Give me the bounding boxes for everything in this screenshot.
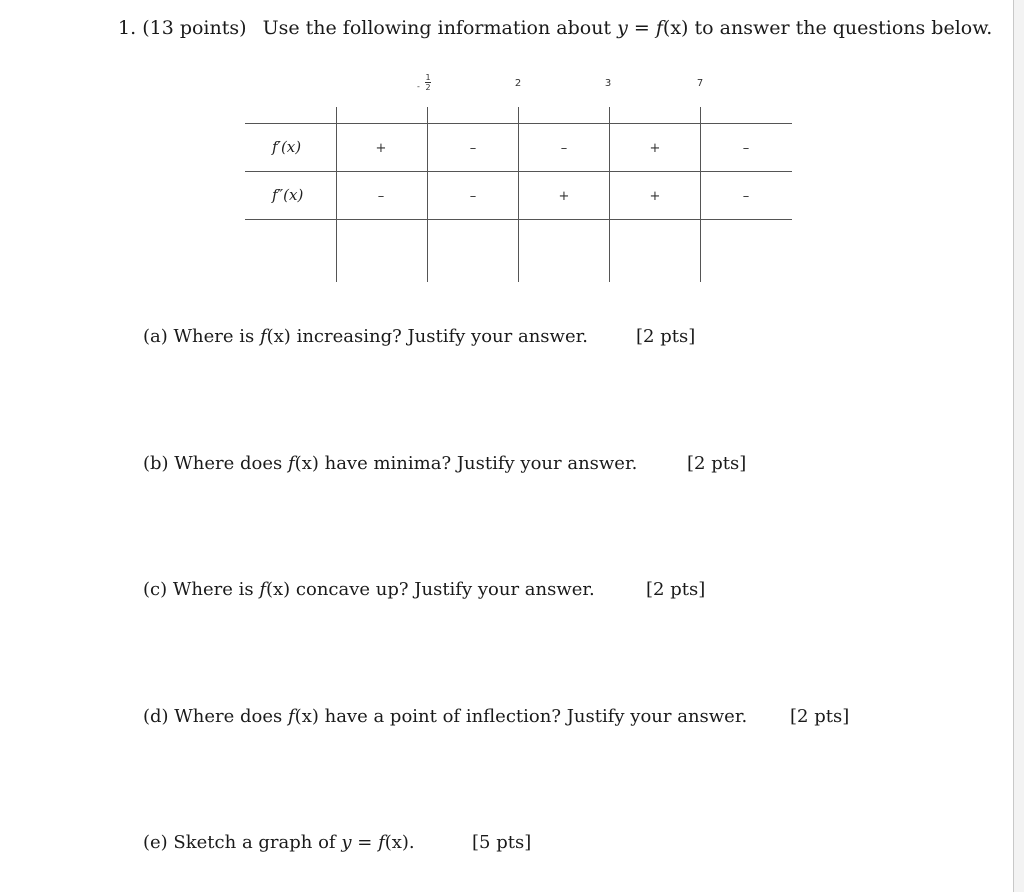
points-a: [2 pts]	[636, 326, 696, 347]
sign-cell: –	[742, 189, 750, 204]
question-a: (a) Where is f(x) increasing? Justify your answer.	[143, 326, 588, 347]
critical-point-3: 3	[604, 78, 612, 89]
critical-point-2: 2	[514, 78, 522, 89]
sign-cell: +	[375, 141, 387, 156]
chart-divider	[336, 107, 337, 282]
chart-divider	[609, 107, 610, 282]
scrollbar-track[interactable]	[1014, 0, 1024, 892]
points-b: [2 pts]	[687, 453, 747, 474]
sign-cell: –	[560, 141, 568, 156]
problem-header	[118, 17, 992, 39]
question-d: (d) Where does f(x) have a point of inflection? Justify your answer.	[143, 706, 748, 727]
math-f: f	[655, 17, 663, 39]
points-c: [2 pts]	[646, 579, 706, 600]
row-label-f-prime: f′(x)	[272, 138, 302, 156]
problem-number: 1.	[118, 17, 137, 39]
sign-cell: –	[377, 189, 385, 204]
sign-cell: +	[649, 141, 661, 156]
problem-points: (13 points)	[142, 17, 247, 39]
sign-cell: +	[649, 189, 661, 204]
critical-point-neg-half: - 1 2	[417, 73, 431, 92]
chart-divider	[700, 107, 701, 282]
question-c: (c) Where is f(x) concave up? Justify your answer.	[143, 579, 595, 600]
question-e: (e) Sketch a graph of y = f(x).	[143, 832, 415, 853]
math-y: y	[617, 17, 628, 39]
instruction-text: Use the following information about	[262, 17, 612, 39]
math-arg: (x)	[662, 17, 689, 39]
points-e: [5 pts]	[472, 832, 532, 853]
sign-cell: +	[558, 189, 570, 204]
chart-divider	[427, 107, 428, 282]
sign-cell: –	[742, 141, 750, 156]
sign-cell: –	[469, 189, 477, 204]
question-b: (b) Where does f(x) have minima? Justify your answer.	[143, 453, 638, 474]
math-equals: =	[633, 17, 650, 39]
chart-divider	[518, 107, 519, 282]
instruction-text-end: to answer the questions below.	[694, 17, 993, 39]
row-label-f-double-prime: f″(x)	[272, 186, 304, 204]
points-d: [2 pts]	[790, 706, 850, 727]
sign-cell: –	[469, 141, 477, 156]
critical-point-7: 7	[696, 78, 704, 89]
